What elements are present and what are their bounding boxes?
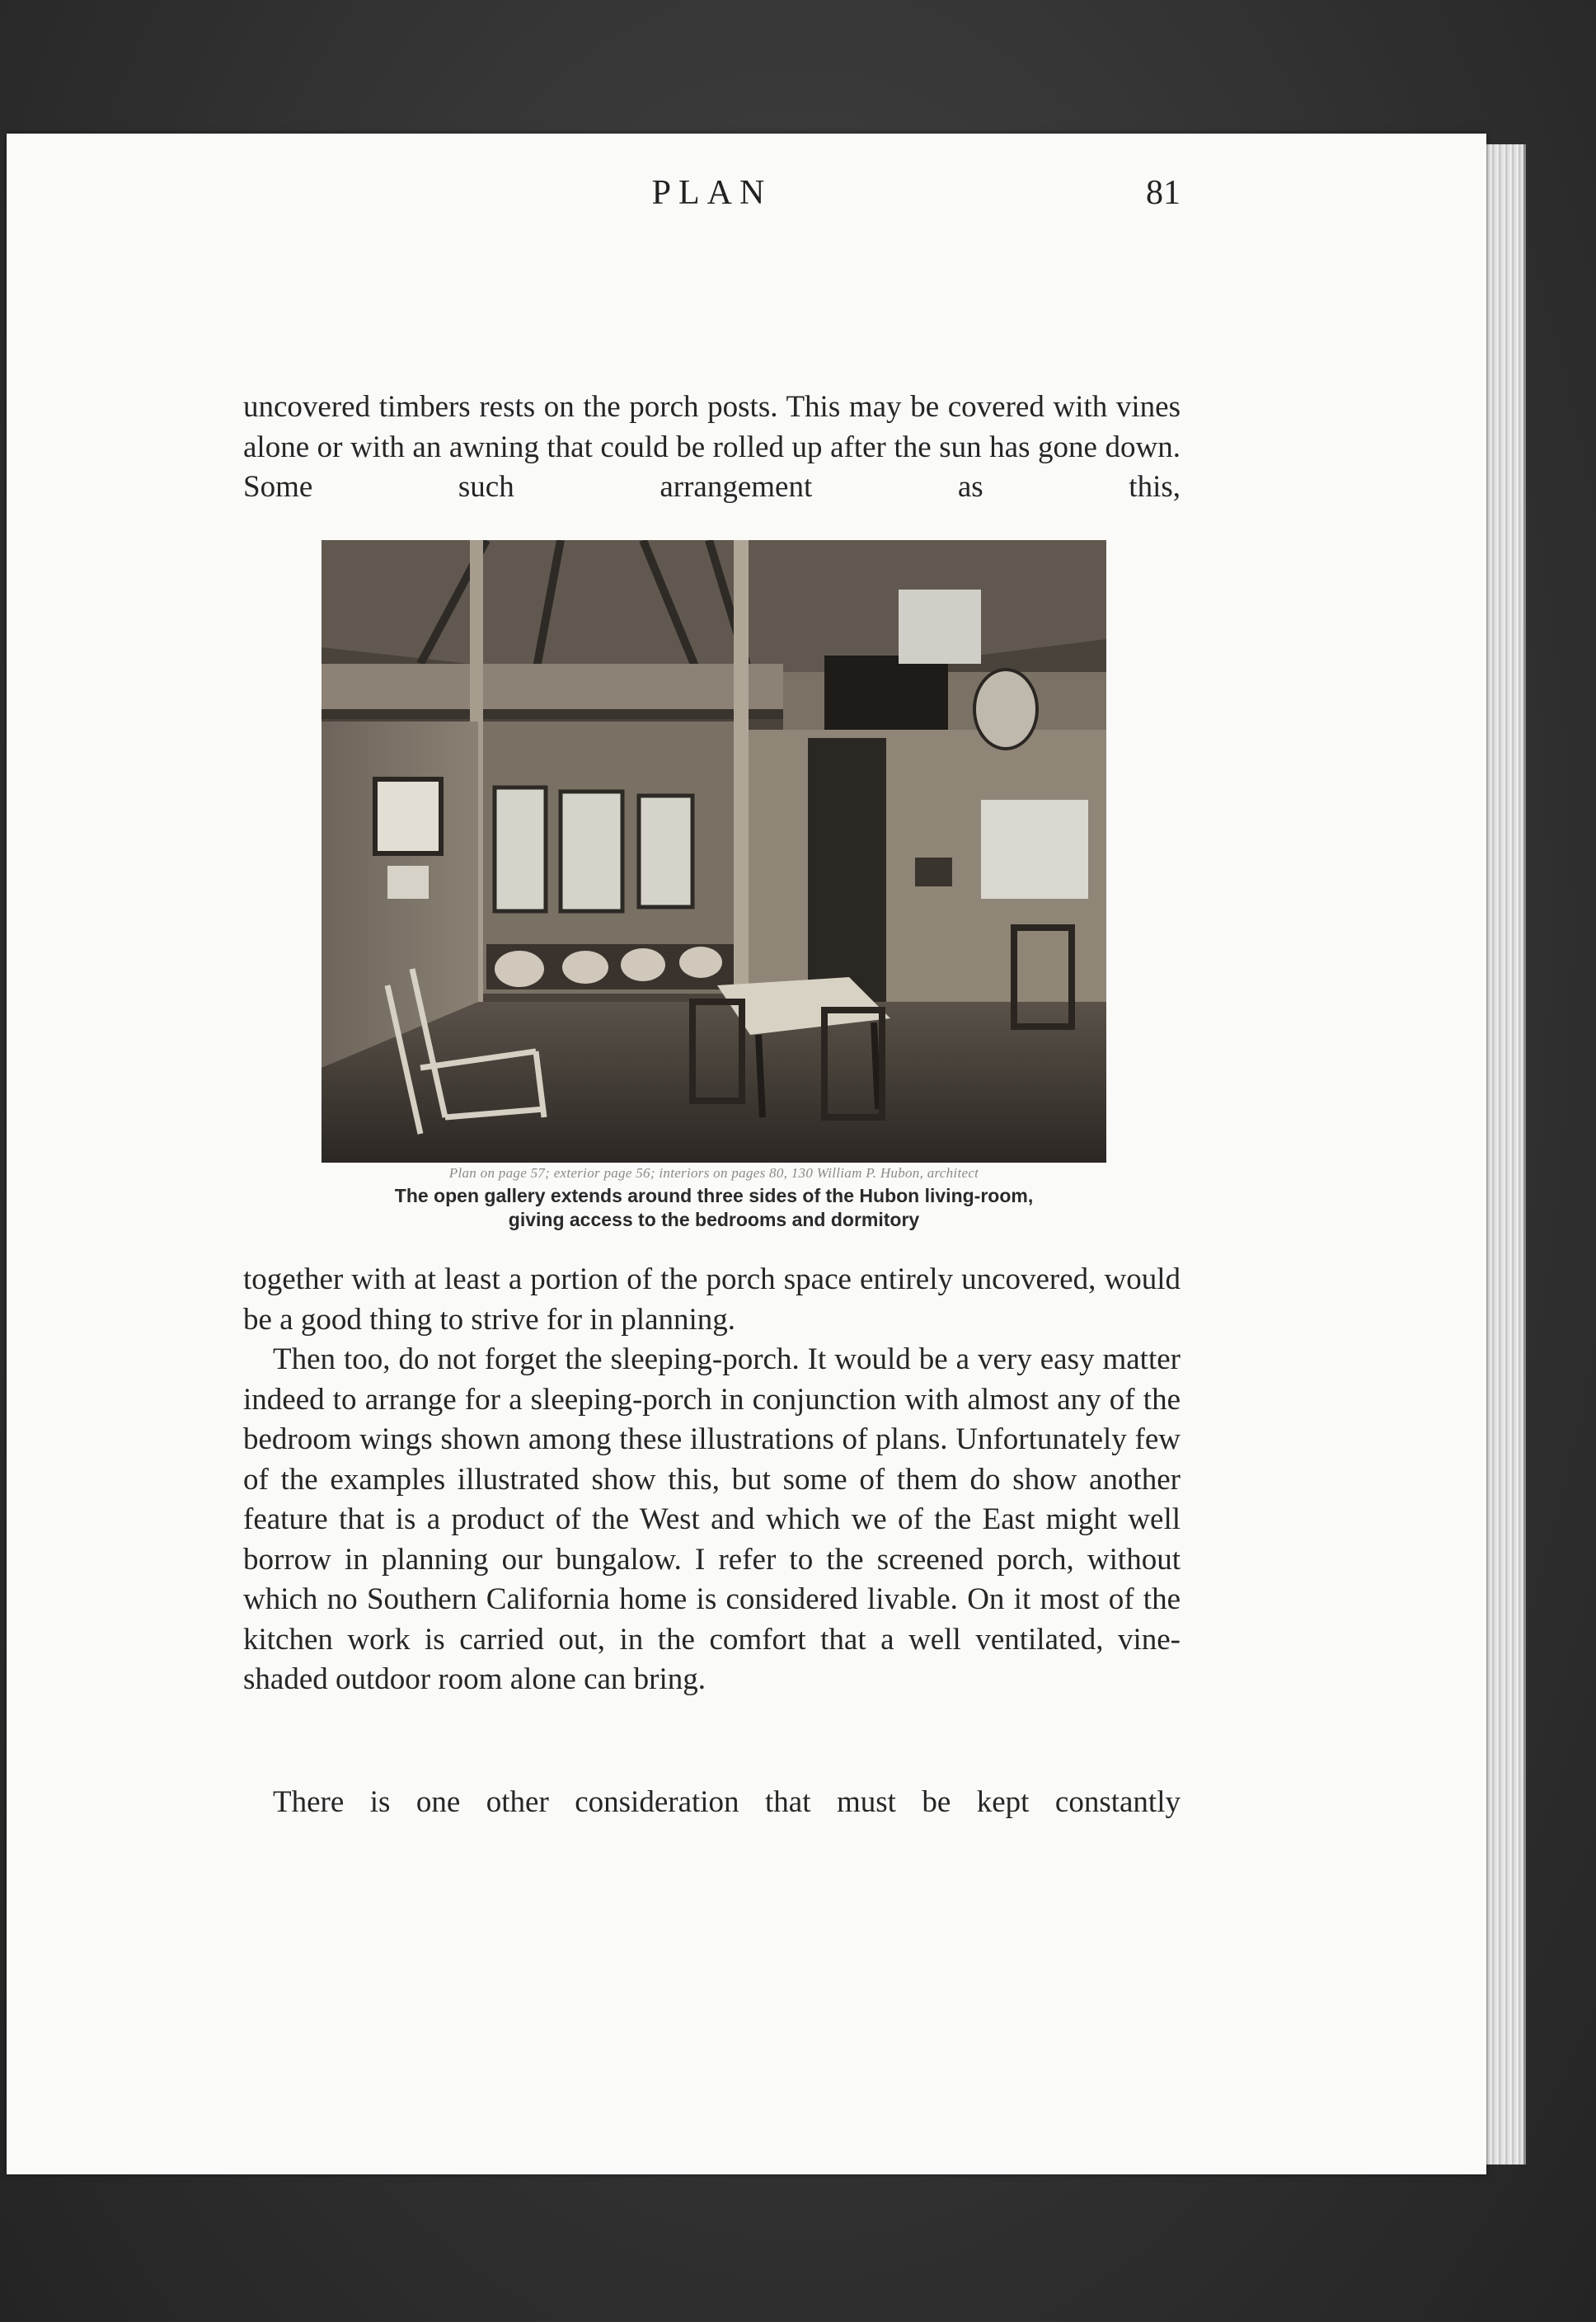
photo-credit: Plan on page 57; exterior page 56; interiors on pages 80, 130 William P. Hubon, architect xyxy=(448,1165,979,1181)
running-head xyxy=(243,173,1181,223)
interior-photograph xyxy=(322,540,1106,1163)
body-paragraph-1: together with at least a portion of the porch space entirely uncovered, would be a good thing to strive for in planning. xyxy=(243,1262,1181,1337)
body-paragraph-3: There is one other consideration that must be kept constantly xyxy=(273,1785,1181,1819)
running-title: PLAN xyxy=(651,174,772,212)
top-paragraph: uncovered timbers rests on the porch posts. This may be covered with vines alone or with an awning that could be rolled up after the sun has gone down. Some such arrangement as this, xyxy=(243,390,1181,504)
page-number: 81 xyxy=(1146,174,1181,212)
caption-line-1: The open gallery extends around three sides of the Hubon living-room, xyxy=(394,1185,1034,1206)
body-paragraph-2: Then too, do not forget the sleeping-porch. It would be a very easy matter indeed to arrange for a sleeping-porch in conjunction with almost any of the bedroom wings shown among these illustrations of plans. Unfortunately few of the examples illustrated show this, but some of them do show another feature that is a product of the West and which we of the East might well borrow in planning our bungalow. I refer to the screened porch, without which no Southern California home is considered livable. On it most of the kitchen work is carried out, in the comfort that a well ventilated, vine-shaded outdoor room alone can bring. xyxy=(243,1342,1181,1696)
living-room-illustration xyxy=(322,540,1106,1163)
caption-line-2: giving access to the bedrooms and dormitory xyxy=(508,1209,920,1230)
figure-caption xyxy=(280,1184,1148,1232)
